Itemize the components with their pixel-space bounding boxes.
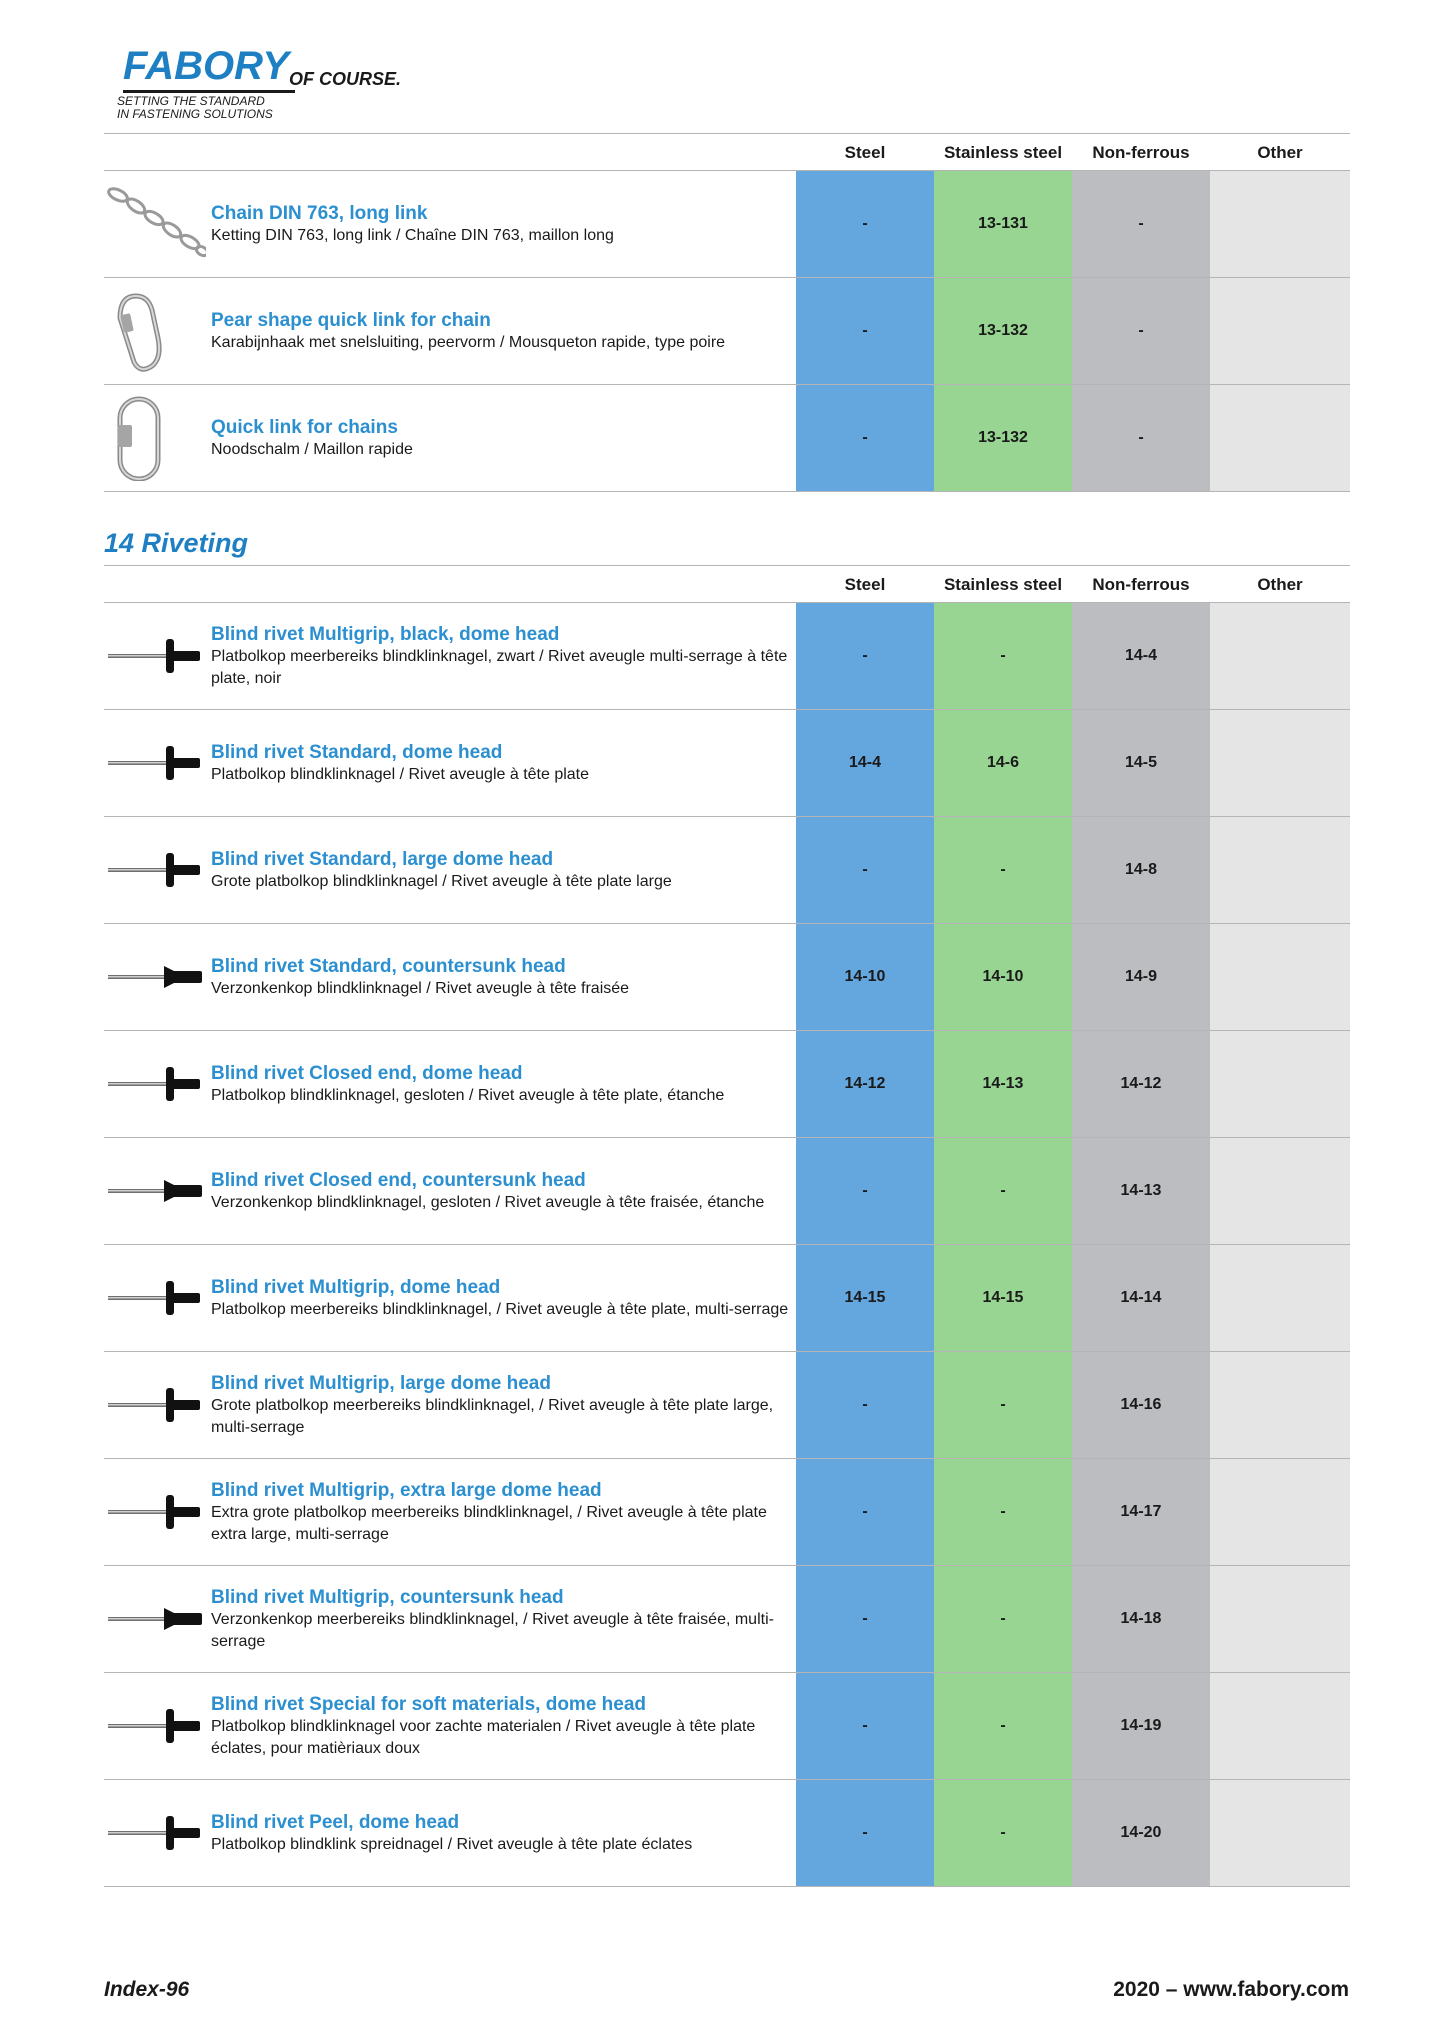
non-ferrous-cell: 14-18: [1072, 1566, 1210, 1672]
other-cell: [1210, 924, 1350, 1030]
quick-link-icon: [106, 395, 206, 481]
stainless-steel-cell: -: [934, 817, 1072, 923]
product-description: Karabijnhaak met snelsluiting, peervorm / Mousqueton rapide, type poire: [211, 333, 726, 351]
table-row: [104, 1352, 1350, 1459]
table-row: [104, 1780, 1350, 1887]
other-cell: [1210, 710, 1350, 816]
other-cell: [1210, 1352, 1350, 1458]
product-text: [211, 1566, 791, 1672]
product-title: Blind rivet Multigrip, black, dome head: [211, 623, 560, 645]
table-header: [104, 133, 1350, 171]
product-table-riveting: [104, 565, 1350, 1887]
non-ferrous-cell: 14-9: [1072, 924, 1210, 1030]
product-description: Platbolkop meerbereiks blindklinknagel, / Rivet aveugle à tête plate, multi-serrage: [211, 1300, 789, 1318]
table-row: [104, 278, 1350, 385]
logo-subtitle-line1: SETTING THE STANDARD: [117, 94, 265, 108]
blind-rivet-icon: [106, 720, 206, 806]
stainless-steel-cell: -: [934, 1352, 1072, 1458]
product-text: [211, 278, 791, 384]
column-header-steel: Steel: [844, 575, 886, 594]
non-ferrous-cell: 14-20: [1072, 1780, 1210, 1886]
other-cell: [1210, 1673, 1350, 1779]
logo-subtitle: [117, 95, 273, 121]
non-ferrous-cell: 14-16: [1072, 1352, 1210, 1458]
product-description: Grote platbolkop meerbereiks blindklinknagel, / Rivet aveugle à tête plate large, multi-serrage: [211, 1396, 774, 1436]
blind-rivet-countersunk-icon: [106, 934, 206, 1020]
page-index: Index-96: [104, 1978, 190, 2001]
non-ferrous-cell: -: [1072, 171, 1210, 277]
product-title: Blind rivet Peel, dome head: [211, 1811, 460, 1833]
non-ferrous-cell: 14-4: [1072, 603, 1210, 709]
product-title: Blind rivet Standard, large dome head: [211, 848, 554, 870]
other-cell: [1210, 385, 1350, 491]
non-ferrous-cell: 14-8: [1072, 817, 1210, 923]
product-title: Chain DIN 763, long link: [211, 202, 428, 224]
product-description: Ketting DIN 763, long link / Chaîne DIN 763, maillon long: [211, 226, 614, 244]
table-row: [104, 1031, 1350, 1138]
steel-cell: -: [796, 1352, 934, 1458]
steel-cell: -: [796, 171, 934, 277]
logo-underline: [123, 90, 295, 93]
table-row: [104, 1566, 1350, 1673]
blind-rivet-countersunk-icon: [106, 1576, 206, 1662]
table-row: [104, 924, 1350, 1031]
steel-cell: 14-12: [796, 1031, 934, 1137]
other-cell: [1210, 1780, 1350, 1886]
stainless-steel-cell: -: [934, 603, 1072, 709]
column-header-non-ferrous: Non-ferrous: [1092, 143, 1190, 162]
product-description: Verzonkenkop blindklinknagel, gesloten / Rivet aveugle à tête fraisée, étanche: [211, 1193, 765, 1211]
table-row: [104, 1673, 1350, 1780]
column-header-non-ferrous: Non-ferrous: [1092, 575, 1190, 594]
product-description: Platbolkop meerbereiks blindklinknagel, zwart / Rivet aveugle multi-serrage à tête plate, noir: [211, 647, 788, 687]
product-text: [211, 710, 791, 816]
blind-rivet-countersunk-icon: [106, 1148, 206, 1234]
product-text: [211, 171, 791, 277]
steel-cell: -: [796, 1566, 934, 1672]
fabory-logo: [117, 44, 417, 124]
column-header-other: Other: [1257, 575, 1303, 594]
product-title: Blind rivet Multigrip, dome head: [211, 1276, 501, 1298]
blind-rivet-icon: [106, 1255, 206, 1341]
other-cell: [1210, 1245, 1350, 1351]
steel-cell: -: [796, 1459, 934, 1565]
table-row: [104, 1138, 1350, 1245]
column-header-steel: Steel: [844, 143, 886, 162]
stainless-steel-cell: 14-13: [934, 1031, 1072, 1137]
table-row: [104, 1459, 1350, 1566]
product-text: [211, 817, 791, 923]
column-header-stainless-steel: Stainless steel: [943, 575, 1063, 594]
table-row: [104, 385, 1350, 492]
chain-icon: [106, 181, 206, 267]
product-description: Verzonkenkop blindklinknagel / Rivet aveugle à tête fraisée: [211, 979, 630, 997]
non-ferrous-cell: 14-17: [1072, 1459, 1210, 1565]
quick-link-pear-icon: [106, 288, 206, 374]
table-row: [104, 817, 1350, 924]
non-ferrous-cell: 14-13: [1072, 1138, 1210, 1244]
product-title: Quick link for chains: [211, 416, 398, 438]
product-text: [211, 1459, 791, 1565]
column-header-stainless-steel: Stainless steel: [943, 143, 1063, 162]
product-description: Grote platbolkop blindklinknagel / Rivet aveugle à tête plate large: [211, 872, 672, 890]
stainless-steel-cell: -: [934, 1566, 1072, 1672]
steel-cell: -: [796, 385, 934, 491]
other-cell: [1210, 817, 1350, 923]
table-row: [104, 603, 1350, 710]
product-text: [211, 1245, 791, 1351]
product-description: Platbolkop blindklink spreidnagel / Rivet aveugle à tête plate éclates: [211, 1835, 693, 1853]
blind-rivet-icon: [106, 1469, 206, 1555]
other-cell: [1210, 1566, 1350, 1672]
product-description: Platbolkop blindklinknagel / Rivet aveugle à tête plate: [211, 765, 590, 783]
blind-rivet-icon: [106, 613, 206, 699]
product-title: Blind rivet Multigrip, countersunk head: [211, 1586, 564, 1608]
product-title: Blind rivet Standard, dome head: [211, 741, 503, 763]
product-title: Pear shape quick link for chain: [211, 309, 491, 331]
logo-brand: FABORY: [123, 44, 289, 88]
product-title: Blind rivet Closed end, dome head: [211, 1062, 523, 1084]
product-title: Blind rivet Special for soft materials, dome head: [211, 1693, 647, 1715]
stainless-steel-cell: -: [934, 1138, 1072, 1244]
blind-rivet-icon: [106, 1683, 206, 1769]
product-text: [211, 385, 791, 491]
stainless-steel-cell: 13-131: [934, 171, 1072, 277]
stainless-steel-cell: 14-15: [934, 1245, 1072, 1351]
product-text: [211, 1780, 791, 1886]
stainless-steel-cell: -: [934, 1780, 1072, 1886]
blind-rivet-icon: [106, 827, 206, 913]
blind-rivet-icon: [106, 1790, 206, 1876]
other-cell: [1210, 1459, 1350, 1565]
product-text: [211, 1031, 791, 1137]
stainless-steel-cell: -: [934, 1459, 1072, 1565]
product-description: Platbolkop blindklinknagel, gesloten / Rivet aveugle à tête plate, étanche: [211, 1086, 725, 1104]
product-title: Blind rivet Multigrip, extra large dome head: [211, 1479, 602, 1501]
steel-cell: -: [796, 817, 934, 923]
stainless-steel-cell: -: [934, 1673, 1072, 1779]
column-header-other: Other: [1257, 143, 1303, 162]
footer-website: 2020 – www.fabory.com: [1113, 1978, 1349, 2001]
logo-tagline: OF COURSE.: [289, 69, 402, 89]
product-description: Extra grote platbolkop meerbereiks blindklinknagel, / Rivet aveugle à tête plate extra large, multi-serrage: [211, 1503, 767, 1543]
product-text: [211, 1352, 791, 1458]
logo-subtitle-line2: IN FASTENING SOLUTIONS: [117, 107, 273, 121]
stainless-steel-cell: 13-132: [934, 278, 1072, 384]
product-title: Blind rivet Standard, countersunk head: [211, 955, 566, 977]
steel-cell: -: [796, 278, 934, 384]
product-text: [211, 603, 791, 709]
non-ferrous-cell: -: [1072, 385, 1210, 491]
table-row: [104, 171, 1350, 278]
steel-cell: 14-4: [796, 710, 934, 816]
other-cell: [1210, 278, 1350, 384]
blind-rivet-icon: [106, 1362, 206, 1448]
blind-rivet-icon: [106, 1041, 206, 1127]
non-ferrous-cell: 14-19: [1072, 1673, 1210, 1779]
stainless-steel-cell: 14-6: [934, 710, 1072, 816]
steel-cell: -: [796, 1138, 934, 1244]
steel-cell: 14-10: [796, 924, 934, 1030]
non-ferrous-cell: 14-12: [1072, 1031, 1210, 1137]
stainless-steel-cell: 14-10: [934, 924, 1072, 1030]
other-cell: [1210, 171, 1350, 277]
product-description: Noodschalm / Maillon rapide: [211, 440, 413, 458]
non-ferrous-cell: 14-5: [1072, 710, 1210, 816]
steel-cell: -: [796, 1673, 934, 1779]
other-cell: [1210, 603, 1350, 709]
non-ferrous-cell: -: [1072, 278, 1210, 384]
product-text: [211, 1673, 791, 1779]
stainless-steel-cell: 13-132: [934, 385, 1072, 491]
product-table-chains: [104, 133, 1350, 492]
other-cell: [1210, 1138, 1350, 1244]
table-header: [104, 565, 1350, 603]
product-title: Blind rivet Closed end, countersunk head: [211, 1169, 586, 1191]
product-text: [211, 924, 791, 1030]
table-row: [104, 1245, 1350, 1352]
other-cell: [1210, 1031, 1350, 1137]
non-ferrous-cell: 14-14: [1072, 1245, 1210, 1351]
product-title: Blind rivet Multigrip, large dome head: [211, 1372, 551, 1394]
section-title: 14 Riveting: [104, 528, 249, 558]
product-text: [211, 1138, 791, 1244]
product-description: Verzonkenkop meerbereiks blindklinknagel, / Rivet aveugle à tête fraisée, multi-serrage: [211, 1610, 774, 1650]
product-description: Platbolkop blindklinknagel voor zachte materialen / Rivet aveugle à tête plate éclates, pour matièriaux doux: [211, 1717, 756, 1757]
steel-cell: -: [796, 1780, 934, 1886]
table-row: [104, 710, 1350, 817]
steel-cell: 14-15: [796, 1245, 934, 1351]
steel-cell: -: [796, 603, 934, 709]
